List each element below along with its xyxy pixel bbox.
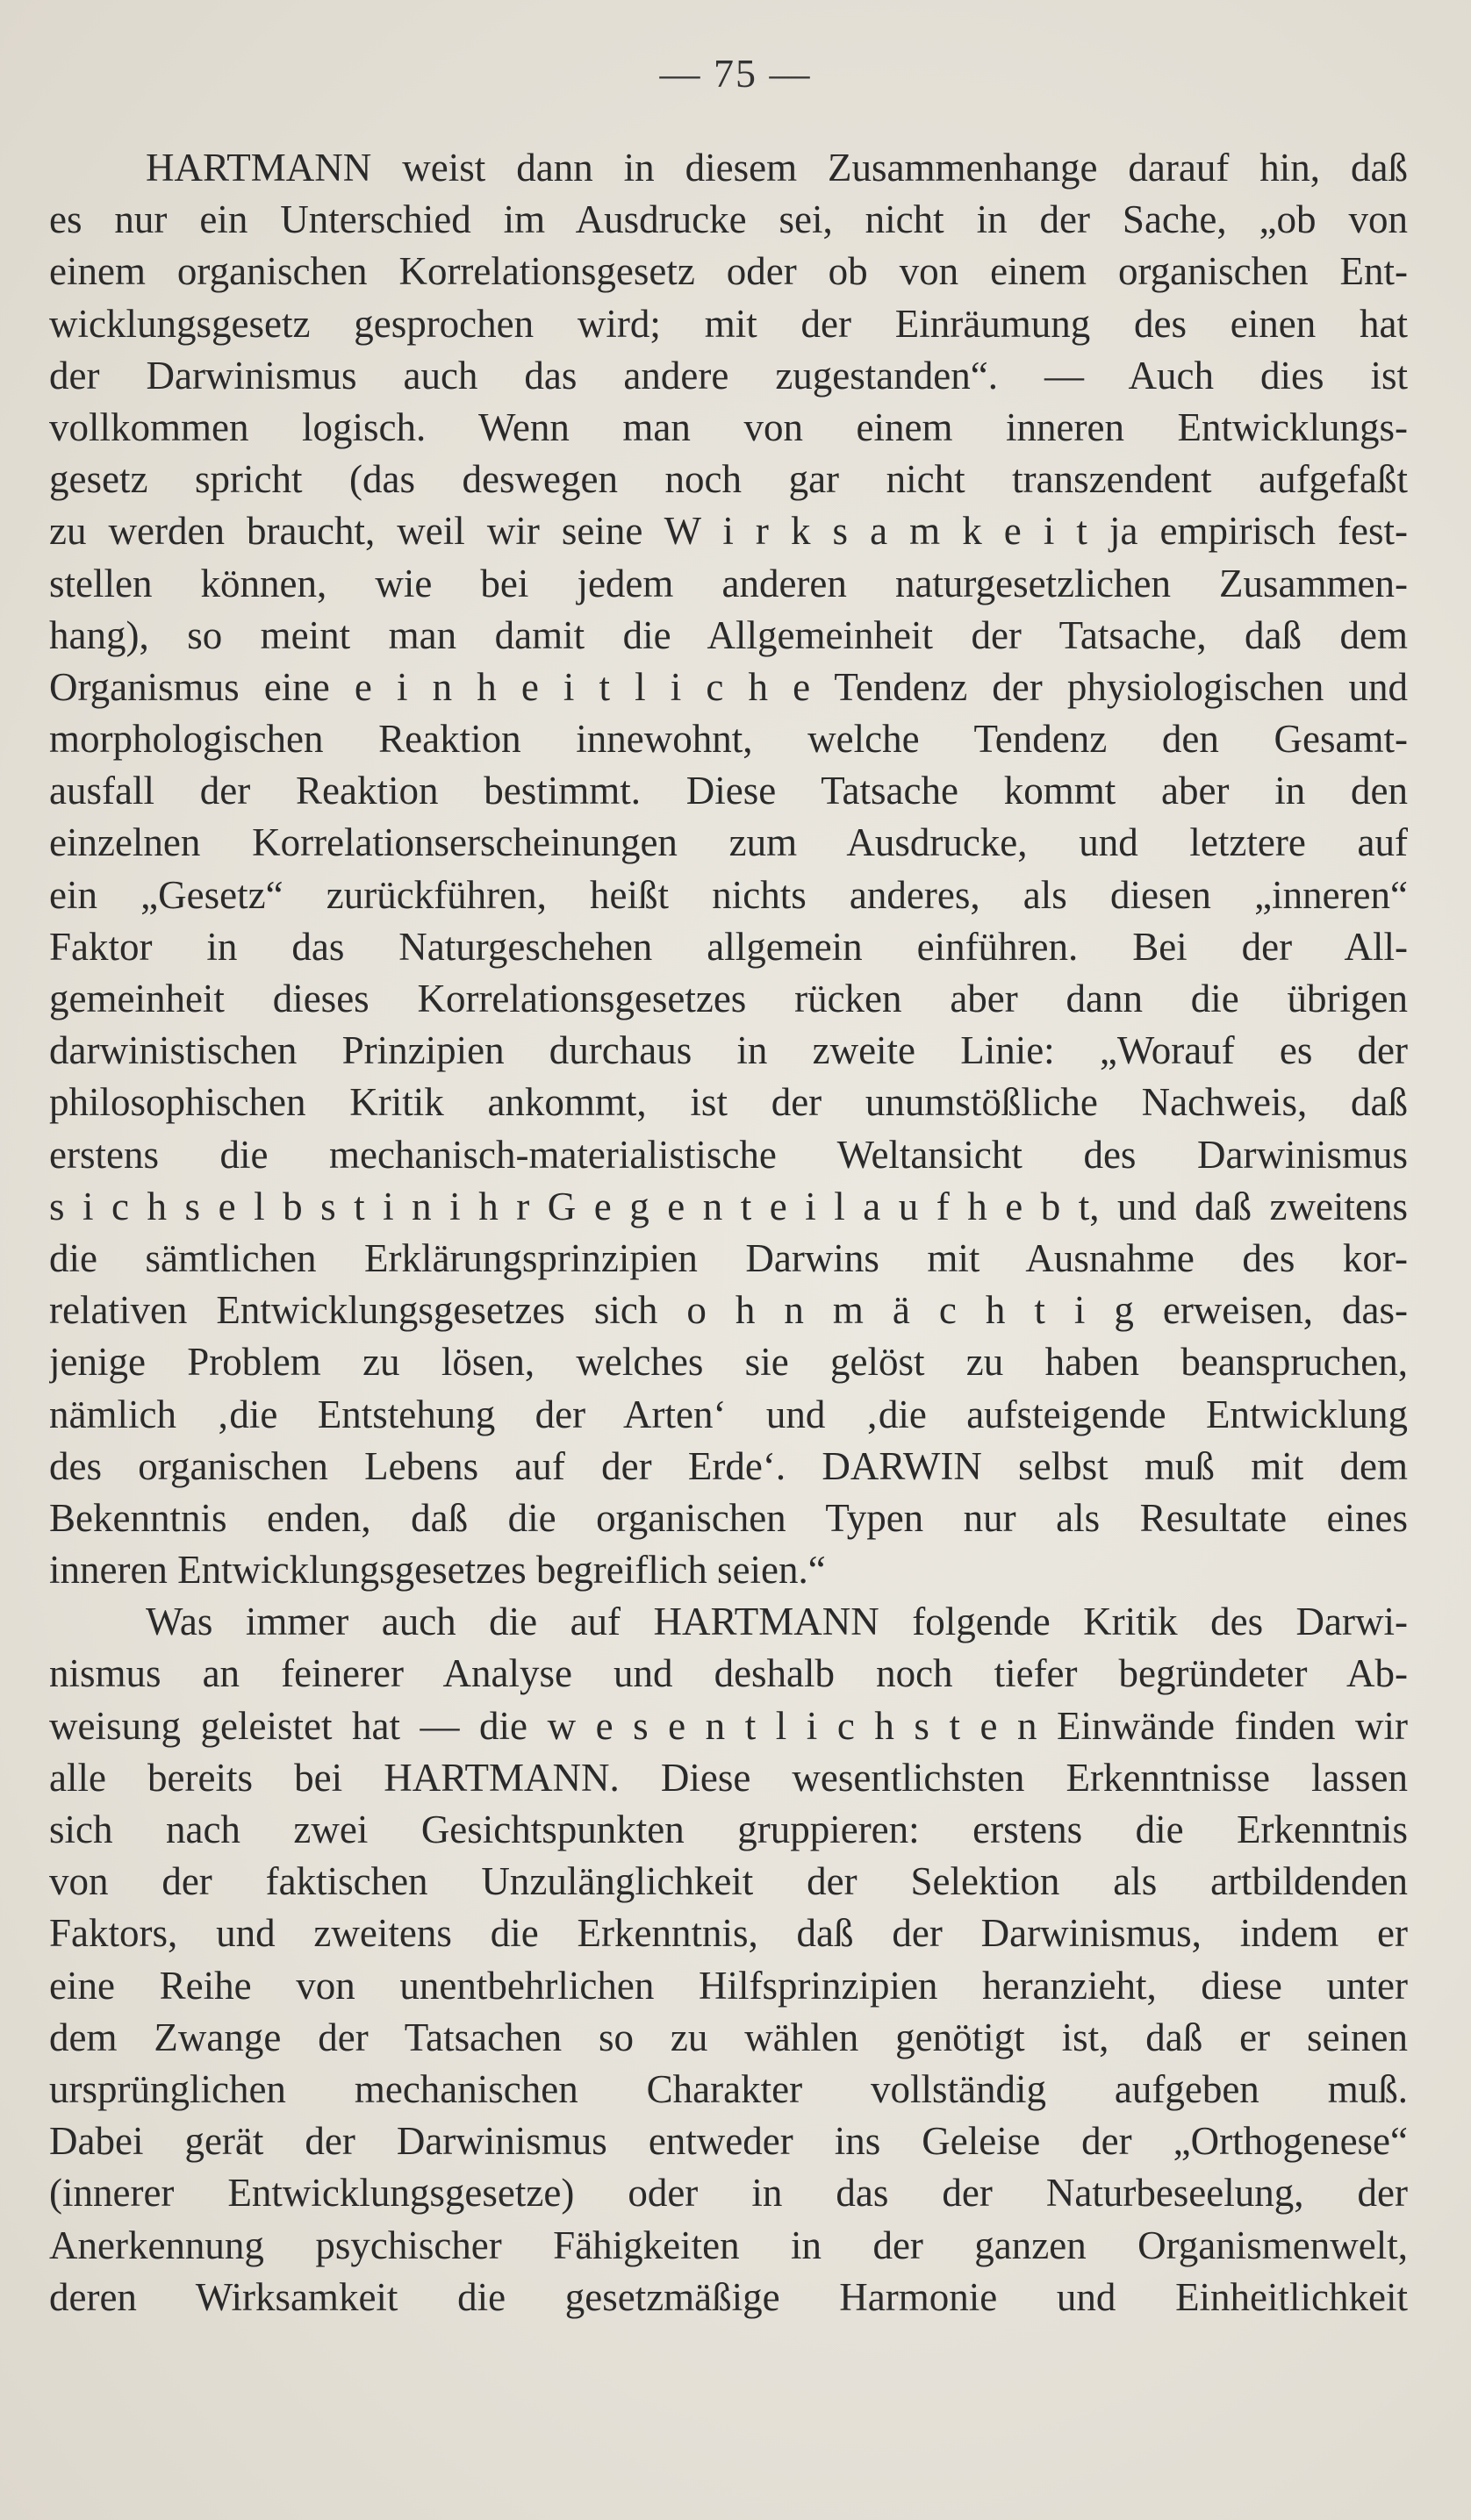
text-line: ursprünglichen mechanischen Charakter vollständig aufgeben muß. xyxy=(49,2066,1408,2111)
text-line: stellen können, wie bei jedem anderen naturgesetzlichen Zusammen- xyxy=(49,561,1408,605)
text-line: Was immer auch die auf HARTMANN folgende Kritik des Darwi- xyxy=(146,1600,1408,1644)
text-line: darwinistischen Prinzipien durchaus in zweite Linie: „Worauf es der xyxy=(49,1028,1408,1073)
text-line: ausfall der Reaktion bestimmt. Diese Tatsache kommt aber in den xyxy=(49,769,1408,813)
text-line: vollkommen logisch. Wenn man von einem inneren Entwicklungs- xyxy=(49,404,1408,449)
page-number: — 75 — xyxy=(659,51,812,96)
text-line: es nur ein Unterschied im Ausdrucke sei, nicht in der Sache, „ob von xyxy=(49,197,1408,242)
text-line: (innerer Entwicklungsgesetze) oder in das der Naturbeseelung, der xyxy=(49,2171,1408,2216)
text-line: Faktor in das Naturgeschehen allgemein einführen. Bei der All- xyxy=(49,924,1408,969)
text-line: nismus an feinerer Analyse und deshalb noch tiefer begründeter Ab- xyxy=(49,1651,1408,1696)
text-line: nämlich ‚die Entstehung der Arten‘ und ‚die aufsteigende Entwicklung xyxy=(49,1392,1408,1436)
text-line: des organischen Lebens auf der Erde‘. DARWIN selbst muß mit dem xyxy=(49,1443,1408,1488)
text-line: alle bereits bei HARTMANN. Diese wesentlichsten Erkenntnisse lassen xyxy=(49,1755,1408,1800)
text-line: HARTMANN weist dann in diesem Zusammenhange darauf hin, daß xyxy=(146,146,1408,190)
text-line: gemeinheit dieses Korrelationsgesetzes rücken aber dann die übrigen xyxy=(49,977,1408,1020)
text-line: dem Zwange der Tatsachen so zu wählen genötigt ist, daß er seinen xyxy=(49,2015,1408,2059)
text-line: einzelnen Korrelationserscheinungen zum Ausdrucke, und letztere auf xyxy=(49,820,1408,865)
text-line: Faktors, und zweitens die Erkenntnis, daß der Darwinismus, indem er xyxy=(49,1911,1408,1956)
body-text xyxy=(49,142,1408,2323)
text-line: jenige Problem zu lösen, welches sie gelöst zu haben beanspruchen, xyxy=(49,1340,1408,1385)
text-line: philosophischen Kritik ankommt, ist der unumstößliche Nachweis, daß xyxy=(49,1080,1408,1125)
text-line: eine Reihe von unentbehrlichen Hilfsprinzipien heranzieht, diese unter xyxy=(49,1963,1408,2008)
text-line: weisung geleistet hat — die w e s e n t l i c h s t e n Einwände finden wir xyxy=(49,1703,1408,1748)
text-line: Bekenntnis enden, daß die organischen Typen nur als Resultate eines xyxy=(49,1495,1408,1540)
text-line: deren Wirksamkeit die gesetzmäßige Harmonie und Einheitlichkeit xyxy=(49,2274,1408,2319)
text-line: inneren Entwicklungsgesetzes begreiflich seien.“ xyxy=(49,1548,826,1593)
text-line: hang), so meint man damit die Allgemeinheit der Tatsache, daß dem xyxy=(49,612,1408,657)
text-line: wicklungsgesetz gesprochen wird; mit der Einräumung des einen hat xyxy=(49,301,1408,346)
text-line: erstens die mechanisch-materialistische Weltansicht des Darwinismus xyxy=(49,1132,1408,1177)
text-line: Organismus eine e i n h e i t l i c h e Tendenz der physiologischen und xyxy=(49,664,1408,709)
text-line: sich nach zwei Gesichtspunkten gruppieren: erstens die Erkenntnis xyxy=(49,1808,1408,1851)
text-line: gesetz spricht (das deswegen noch gar nicht transzendent aufgefaßt xyxy=(49,457,1408,502)
text-line: die sämtlichen Erklärungsprinzipien Darwins mit Ausnahme des kor- xyxy=(49,1235,1408,1280)
text-line: von der faktischen Unzulänglichkeit der Selektion als artbildenden xyxy=(49,1859,1408,1904)
text-line: der Darwinismus auch das andere zugestanden“. — Auch dies ist xyxy=(49,353,1408,397)
text-line: Anerkennung psychischer Fähigkeiten in der ganzen Organismenwelt, xyxy=(49,2223,1408,2267)
text-line: ein „Gesetz“ zurückführen, heißt nichts anderes, als diesen „inneren“ xyxy=(49,872,1408,917)
text-line: s i c h s e l b s t i n i h r G e g e n t e i l a u f h e b t, und daß zweitens xyxy=(49,1184,1408,1228)
text-line: Dabei gerät der Darwinismus entweder ins Geleise der „Orthogenese“ xyxy=(49,2119,1408,2164)
text-line: einem organischen Korrelationsgesetz oder ob von einem organischen Ent- xyxy=(49,249,1408,294)
text-line: morphologischen Reaktion innewohnt, welche Tendenz den Gesamt- xyxy=(49,717,1408,762)
text-line: zu werden braucht, weil wir seine W i r k s a m k e i t ja empirisch fest- xyxy=(49,509,1408,554)
text-line: relativen Entwicklungsgesetzes sich o h n m ä c h t i g erweisen, das- xyxy=(49,1288,1408,1333)
